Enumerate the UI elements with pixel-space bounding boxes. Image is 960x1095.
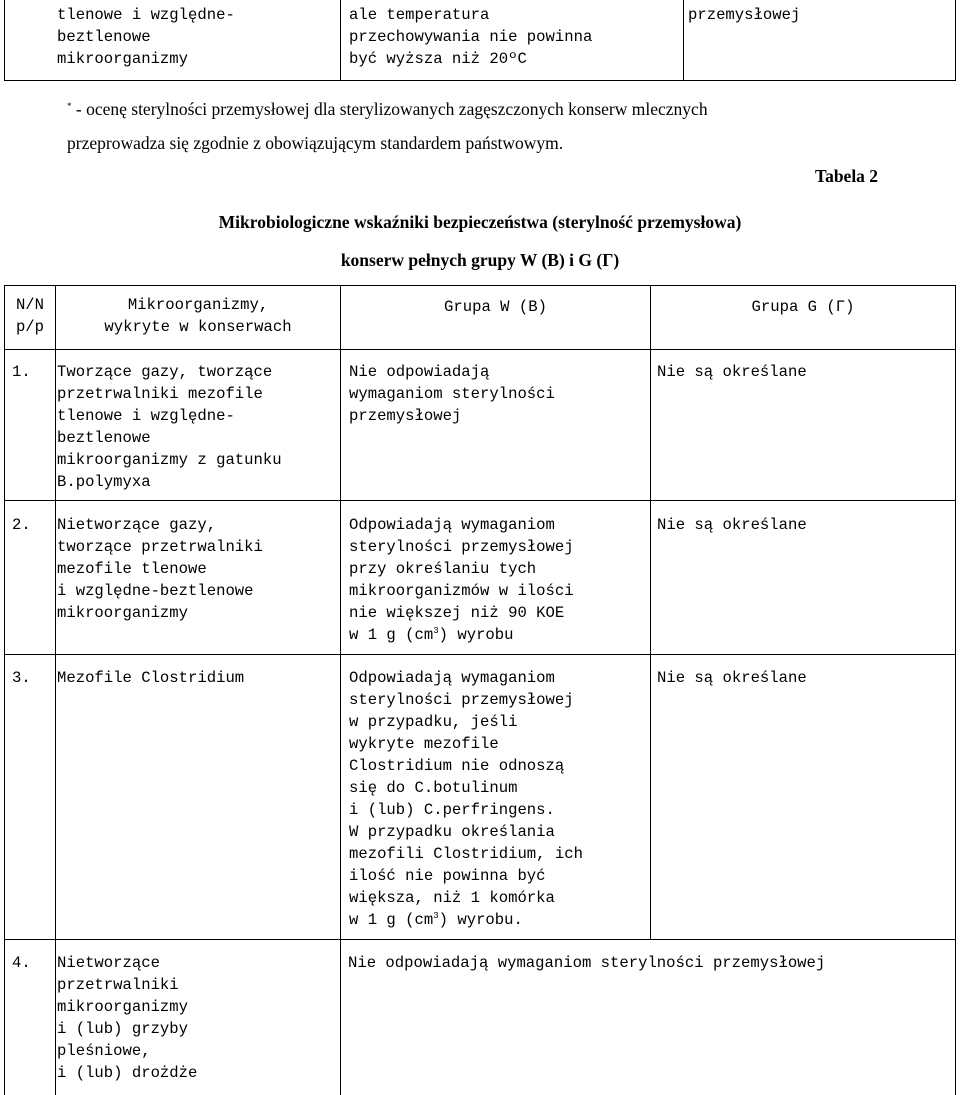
header-group-w: Grupa W (B): [444, 298, 547, 316]
table-title-line-1: Mikrobiologiczne wskaźniki bezpieczeństwa (sterylność przemysłowa): [218, 212, 742, 232]
row-group-g: Nie są określane: [657, 669, 807, 687]
footnote-line-2: przeprowadza się zgodnie z obowiązującym standardem państwowym.: [67, 133, 564, 153]
row-group-g: Nie są określane: [657, 363, 807, 381]
row-organisms: Nietworzące gazy, tworzące przetrwalniki mezofile tlenowe i względne-beztlenowe mikroorganizmy: [57, 516, 263, 622]
header-group-g: Grupa G (Г): [751, 298, 855, 316]
header-number: N/N p/p: [15, 296, 45, 336]
footnote-line-1: - ocenę sterylności przemysłowej dla sterylizowanych zagęszczonych konserw mlecznych: [71, 99, 708, 119]
row-number: 4.: [12, 954, 31, 972]
row-number: 1.: [12, 363, 31, 381]
header-organisms: Mikroorganizmy, wykryte w konserwach: [104, 296, 292, 336]
footnote-marker: *: [67, 101, 72, 111]
row-organisms: Nietworzące przetrwalniki mikroorganizmy i (lub) grzyby pleśniowe, i (lub) drożdże: [57, 954, 198, 1082]
row-merged-groups: Nie odpowiadają wymaganiom sterylności przemysłowej: [348, 954, 826, 972]
row-group-w: Nie odpowiadają wymaganiom sterylności przemysłowej: [349, 363, 555, 425]
row-organisms: Mezofile Clostridium: [57, 669, 245, 687]
top-row-group-g: przemysłowej: [688, 6, 801, 24]
top-row-group-w: ale temperatura przechowywania nie powinna być wyższa niż 20ºC: [349, 6, 593, 68]
row-group-w: Odpowiadają wymaganiom sterylności przemysłowej przy określaniu tych mikroorganizmów w ilości nie większej niż 90 KOE w 1 g $(cm^3)$ wyrobu: [349, 516, 574, 644]
row-number: 3.: [12, 669, 31, 687]
row-organisms: Tworzące gazy, tworzące przetrwalniki mezofile tlenowe i względne- beztlenowe mikroorganizmy z gatunku B.polymyxa: [57, 363, 282, 491]
footnote: [67, 92, 708, 160]
row-group-w: Odpowiadają wymaganiom sterylności przemysłowej w przypadku, jeśli wykryte mezofile Clostridium nie odnoszą się do C.botulinum i (lub) C.perfringens. W przypadku określania mezofili Clostridium, ich ilość nie powinna być większa, niż 1 komórka w 1 g $(cm^3)$ wyrobu.: [349, 669, 583, 929]
top-row-organisms: tlenowe i względne- beztlenowe mikroorganizmy: [57, 6, 235, 68]
row-number: 2.: [12, 516, 31, 534]
table-label: Tabela 2: [815, 166, 879, 186]
table-title-line-2: konserw pełnych grupy W (B) i G (Г): [340, 250, 620, 270]
row-group-g: Nie są określane: [657, 516, 807, 534]
